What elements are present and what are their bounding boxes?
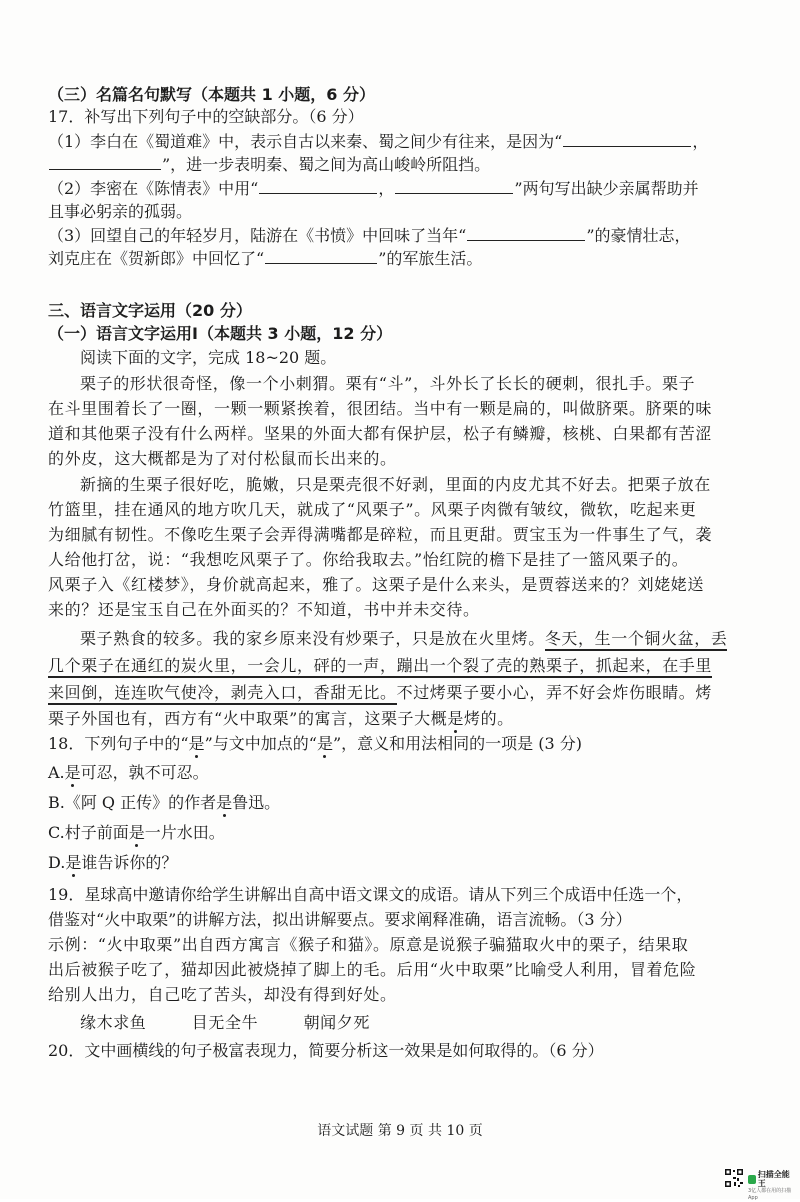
comma: ， xyxy=(378,179,395,198)
item-1-text-cont: ”，进一步表明秦、蜀之间为高山峻岭所阻挡。 xyxy=(162,155,491,174)
item-1-text: （1）李白在《蜀道难》中，表示自古以来秦、蜀之间少有往来，是因为“ xyxy=(48,132,563,151)
idiom-option: 朝闻夕死 xyxy=(303,1013,370,1032)
passage-text: 不过烤栗子要小心，弄不好会炸伤眼睛。烤 xyxy=(396,683,713,702)
section-title-recitation: （三）名篇名句默写（本题共 1 小题，6 分） xyxy=(48,85,375,104)
underlined-sentence: 几个栗子在通红的炭火里，一会儿，砰的一声，蹦出一个裂了壳的熟栗子，抓起来，在手里 xyxy=(48,656,712,678)
option-b xyxy=(48,792,280,814)
option-label: C.村子前面 xyxy=(48,823,129,842)
passage-line xyxy=(48,682,712,704)
option-text: 可忍，孰不可忍。 xyxy=(80,763,209,782)
section-title-language: 三、语言文字运用（20 分） xyxy=(48,301,252,320)
passage-line: 在斗里围着长了一圈，一颗一颗紧挨着，很团结。当中有一颗是扁的，叫做脐栗。脐栗的味 xyxy=(48,399,713,418)
comma: ， xyxy=(692,132,709,151)
qr-code-icon xyxy=(724,1168,744,1188)
passage-line: 新摘的生栗子很好吃，脆嫩，只是栗壳很不好剥，里面的内皮尤其不好去。把栗子放在 xyxy=(80,475,711,494)
item-3-text: （3）回望自己的年轻岁月，陆游在《书愤》中回味了当年“ xyxy=(48,226,467,245)
passage-line xyxy=(48,655,712,677)
question-19-line: 借鉴对“火中取栗”的讲解方法，拟出讲解要点。要求阐释准确，语言流畅。（3 分） xyxy=(48,910,632,929)
option-label: B.《阿 Q 正传》的作者 xyxy=(48,793,217,812)
answer-blank[interactable] xyxy=(467,225,585,241)
item-2-text: （2）李密在《陈情表》中用“ xyxy=(48,179,259,198)
option-a xyxy=(48,762,209,784)
idiom-list xyxy=(80,1012,370,1034)
passage-text: 栗子熟食的较多。我的家乡原来没有炒栗子，只是放在火里烤。 xyxy=(80,629,545,648)
underlined-sentence: 来回倒，连连吹气使冷，剥壳入口，香甜无比。 xyxy=(48,683,397,705)
dotted-char: 是 xyxy=(188,734,205,753)
question-17-stem: 17．补写出下列句子中的空缺部分。（6 分） xyxy=(48,107,364,126)
question-20-stem: 20．文中画横线的句子极富表现力，简要分析这一效果是如何取得的。（6 分） xyxy=(48,1041,604,1060)
option-text: 谁告诉你的？ xyxy=(81,853,178,872)
subsection-title: （一）语言文字运用Ⅰ（本题共 3 小题，12 分） xyxy=(48,324,393,343)
scanner-logo-icon xyxy=(748,1175,756,1184)
example-line: 示例：“火中取栗”出自西方寓言《猴子和猫》。原意是说猴子骗猫取火中的栗子，结果取 xyxy=(48,935,689,954)
question-17-item-2 xyxy=(48,178,699,200)
dotted-char: 是 xyxy=(216,793,233,812)
option-text: 一片水田。 xyxy=(144,823,225,842)
page-footer: 语文试题 第 9 页 共 10 页 xyxy=(317,1123,483,1139)
item-3-text-2: 刘克庄在《贺新郎》中回忆了“ xyxy=(48,249,265,268)
answer-blank[interactable] xyxy=(563,131,691,147)
dotted-char: 是 xyxy=(65,853,82,872)
passage-text: 烤的。 xyxy=(463,709,514,728)
item-3-text-3: ”的军旅生活。 xyxy=(378,249,483,268)
question-17-item-2-cont: 且事必躬亲的孤弱。 xyxy=(48,202,193,221)
option-text: 鲁迅。 xyxy=(232,793,281,812)
idiom-option: 目无全牛 xyxy=(191,1013,259,1032)
passage-line: 栗子的形状很奇怪，像一个小刺猬。栗有“斗”，斗外长了长长的硬刺，很扎手。栗子 xyxy=(80,374,696,393)
option-d xyxy=(48,852,177,874)
answer-blank[interactable] xyxy=(259,178,377,194)
dotted-char: 是 xyxy=(64,763,81,782)
item-3-text-cont: ”的豪情壮志， xyxy=(586,226,691,245)
brand-name: 扫描全能王 xyxy=(757,1170,790,1188)
answer-blank[interactable] xyxy=(395,178,513,194)
example-line: 给别人出力，自己吃了苦头，却没有得到好处。 xyxy=(48,985,397,1004)
question-19-line: 19．星球高中邀请你给学生讲解出自高中语文课文的成语。请从下列三个成语中任选一个， xyxy=(48,885,693,904)
passage-line: 道和其他栗子没有什么两样。坚果的外面大都有保护层，松子有鳞瓣，核桃、白果都有苦涩 xyxy=(48,424,713,443)
dotted-char: 是 xyxy=(316,734,333,753)
option-label: A. xyxy=(48,763,65,782)
question-17-item-3-line2 xyxy=(48,248,482,270)
stem-text: ”，意义和用法相同的一项是 (3 分) xyxy=(332,734,582,753)
passage-line: 为细腻有韧性。不像吃生栗子会弄得满嘴都是碎粒，而且更甜。贾宝玉为一件事生了气，袭 xyxy=(48,525,713,544)
answer-blank[interactable] xyxy=(265,248,377,264)
item-2-text-cont: ”两句写出缺少亲属帮助并 xyxy=(514,179,699,198)
question-17-item-3 xyxy=(48,225,691,247)
dotted-char: 是 xyxy=(447,709,464,728)
passage-line: 风栗子入《红楼梦》，身价就高起来，雅了。这栗子是什么来头，是贾蓉送来的？刘姥姥送 xyxy=(48,575,705,594)
stem-text: 18．下列句子中的“ xyxy=(48,734,189,753)
passage-line xyxy=(80,628,727,650)
passage-text: 栗子外国也有，西方有“火中取栗”的寓言，这栗子大概 xyxy=(48,709,448,728)
idiom-option: 缘木求鱼 xyxy=(80,1013,147,1032)
underlined-sentence: 冬天，生一个铜火盆，丢 xyxy=(545,629,728,651)
option-c xyxy=(48,822,225,844)
brand-tagline: 3亿人都在用的扫描App xyxy=(748,1188,792,1201)
scanner-watermark xyxy=(748,1170,792,1202)
option-label: D. xyxy=(48,853,66,872)
passage-line: 的外皮，这大概都是为了对付松鼠而长出来的。 xyxy=(48,449,397,468)
answer-blank[interactable] xyxy=(49,154,161,170)
question-17-item-1-cont xyxy=(48,154,490,176)
example-line: 出后被猴子吃了，猫却因此被烧掉了脚上的毛。后用“火中取栗”比喻受人利用，冒着危险 xyxy=(48,960,697,979)
question-17-item-1 xyxy=(48,131,708,153)
passage-line: 竹篮里，挂在通风的地方吹几天，就成了“风栗子”。风栗子肉微有皱纹，微软，吃起来更 xyxy=(48,500,697,519)
dotted-char: 是 xyxy=(128,823,145,842)
passage-line: 人给他打岔，说：“我想吃风栗子了。你给我取去。”怡红院的檐下是挂了一篮风栗子的。 xyxy=(48,550,689,569)
passage-line xyxy=(48,708,514,730)
stem-text: ”与文中加点的“ xyxy=(204,734,317,753)
passage-line: 来的？还是宝玉自己在外面买的？不知道，书中并未交待。 xyxy=(48,600,480,619)
question-18-stem xyxy=(48,733,582,755)
reading-intro: 阅读下面的文字，完成 18~20 题。 xyxy=(80,348,337,367)
